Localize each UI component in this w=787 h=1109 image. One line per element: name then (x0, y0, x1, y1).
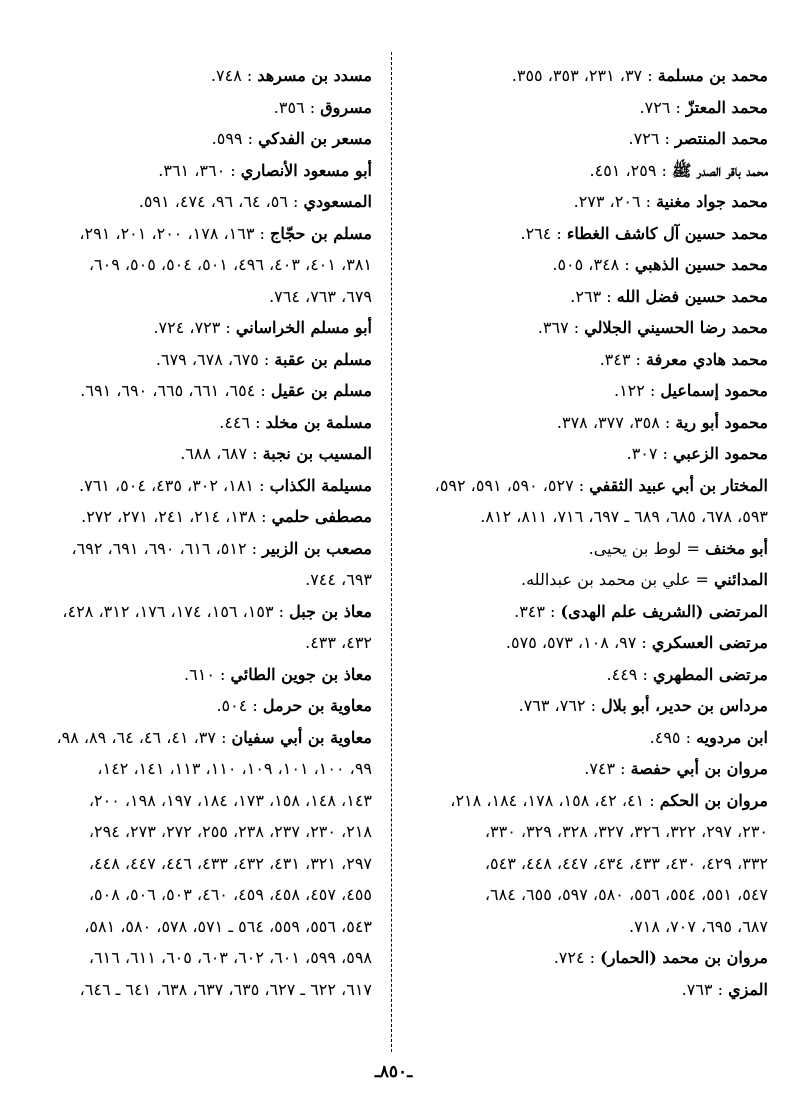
entry-pages: ٢١٨، ٢٣٠، ٢٣٧، ٢٣٨، ٢٥٥، ٢٧٢، ٢٧٣، ٢٩٤، (88, 822, 372, 841)
entry-name: أبو مخنف (704, 538, 768, 558)
entry-pages: : ٧٦٣. (681, 979, 729, 999)
entry-name: محمود الزعبي (673, 444, 768, 463)
entry-pages: : ٣٦٠، ٣٦١. (158, 160, 241, 180)
entry-name: المسيب بن نجبة (262, 444, 372, 463)
entry-name: مسعر بن الفدكي (258, 129, 372, 148)
entry-name: محمد جواد مغنية (656, 192, 768, 211)
index-entry (412, 974, 768, 1006)
index-entry (412, 92, 768, 124)
index-entry (412, 816, 768, 848)
index-entry (412, 911, 768, 943)
entry-name: محمد رضا الحسيني الجلالي (584, 318, 768, 337)
index-entry (412, 407, 768, 439)
entry-pages: : ٣٠٧. (626, 444, 674, 463)
entry-pages: : ٣٥٦. (273, 97, 321, 117)
entry-name: مسلم بن حجّاج (270, 223, 372, 243)
entry-pages: ٤٥٥، ٤٥٧، ٤٥٨، ٤٥٩، ٤٦٠، ٥٠٣، ٥٠٦، ٥٠٨، (88, 885, 372, 904)
index-entry (16, 186, 372, 218)
index-entry (16, 218, 372, 250)
entry-name: مروان بن محمد (الحمار) (600, 948, 768, 967)
entry-name: مروان بن أبي حفصة (630, 759, 768, 778)
entry-pages: : ٢٦٣. (570, 286, 617, 306)
entry-pages: ٤٣٢، ٤٣٣. (305, 633, 372, 652)
entry-pages: = علي بن محمد بن عبدالله. (521, 570, 714, 589)
entry-pages: : ٢٦٤. (520, 223, 567, 243)
entry-pages: : ٥٠٤. (216, 696, 263, 715)
entry-pages: ٦٩٣، ٧٤٤. (305, 570, 372, 589)
entry-pages: : ٧٢٤. (553, 948, 601, 967)
entry-pages: : ٣٧، ٢٣١، ٣٥٣، ٣٥٥. (511, 66, 658, 85)
index-entry (16, 785, 372, 817)
entry-name: محمود أبو رية (675, 412, 768, 432)
entry-pages: ٩٩، ١٠٠، ١٠١، ١٠٩، ١١٠، ١١٣، ١٤١، ١٤٢، (97, 759, 372, 778)
entry-pages: ٢٣٠، ٢٩٧، ٣٢٢، ٣٢٦، ٣٢٧، ٣٢٨، ٣٢٩، ٣٣٠، (484, 822, 768, 841)
entry-pages: : ٦٨٧، ٦٨٨. (180, 444, 263, 463)
entry-pages: : ١٢٢. (613, 381, 661, 400)
entry-pages: : ٦٧٥، ٦٧٨، ٦٧٩. (155, 349, 275, 369)
entry-name: محمد هادي معرفة (646, 349, 768, 369)
entry-name: أبو مسلم الخراساني (235, 318, 372, 337)
index-entry (412, 218, 768, 250)
entry-pages: = لوط بن يحيى. (588, 538, 705, 558)
entry-name: مرتضى المطهري (652, 664, 768, 684)
entry-name: مروان بن الحكم (659, 790, 768, 810)
entry-pages: : ٤٤٦. (219, 412, 266, 432)
index-entry (16, 438, 372, 470)
index-entry (16, 816, 372, 848)
entry-name: مرداس بن حدير، أبو بلال (601, 696, 768, 715)
index-entry (16, 533, 372, 565)
entry-pages: : ٣٦٧. (537, 318, 585, 337)
index-entry (16, 722, 372, 754)
index-entry (412, 690, 768, 722)
entry-pages: : ٣٥٨، ٣٧٧، ٣٧٨. (556, 412, 676, 432)
index-entry (16, 974, 372, 1006)
entry-name: مسدد بن مسرهد (257, 66, 372, 85)
index-column-left (16, 60, 372, 1005)
index-entry (16, 627, 372, 659)
index-entry (16, 879, 372, 911)
entry-pages: ٦٨٧، ٦٩٥، ٧٠٧، ٧١٨. (629, 916, 768, 936)
entry-pages: : ٤١، ٤٢، ١٥٨، ١٧٨، ١٨٤، ٢١٨، (450, 790, 660, 810)
entry-pages: ٦١٧، ٦٢٢ ـ ٦٢٧، ٦٣٥، ٦٣٧، ٦٣٨، ٦٤١ ـ ٦٤٦، (79, 979, 372, 999)
index-entry (412, 375, 768, 407)
index-entry (412, 942, 768, 974)
index-column-right (412, 60, 768, 1005)
entry-pages: : ٦١٠. (184, 664, 231, 684)
entry-name: محمد باقر الصدر ﷺ (671, 160, 768, 180)
entry-pages: ٥٩٨، ٥٩٩، ٦٠١، ٦٠٢، ٦٠٣، ٦٠٥، ٦١١، ٦١٦، (88, 948, 372, 967)
index-entry (16, 312, 372, 344)
index-entry (412, 438, 768, 470)
entry-pages: : ٥٩٩. (211, 129, 259, 148)
page-number: ـ٨٥٠ـ (374, 1062, 413, 1082)
entry-name: محمد حسين آل كاشف الغطاء (566, 223, 768, 243)
index-entry (16, 92, 372, 124)
entry-pages: ٥٤٧، ٥٥١، ٥٥٤، ٥٥٦، ٥٨٠، ٥٩٧، ٦٥٥، ٦٨٤، (484, 885, 768, 904)
entry-pages: : ٦٥٤، ٦٦١، ٦٦٥، ٦٩٠، ٦٩١. (80, 381, 271, 400)
index-entry (412, 596, 768, 628)
entry-name: مرتضى العسكري (651, 633, 768, 652)
index-entry (16, 123, 372, 155)
index-entry (16, 344, 372, 376)
entry-name: ابن مردويه (696, 727, 768, 747)
entry-name: معاذ بن جوين الطائي (230, 664, 372, 684)
entry-name: مسلم بن عقبة (274, 349, 372, 369)
entry-pages: : ٢٥٩، ٤٥١. (589, 160, 672, 180)
entry-name: المختار بن أبي عبيد الثقفي (589, 475, 768, 495)
index-entry (412, 470, 768, 502)
entry-pages: : ٧٢٦. (639, 97, 686, 117)
entry-pages: : ١٦٣، ١٧٨، ٢٠٠، ٢٠١، ٢٩١، (79, 223, 271, 243)
entry-name: المدائني (713, 570, 768, 589)
index-entry (16, 690, 372, 722)
entry-pages: : ٣٤٨، ٥٠٥. (552, 255, 635, 274)
entry-name: محمود إسماعيل (660, 381, 768, 400)
index-entry (412, 879, 768, 911)
index-entry (412, 785, 768, 817)
entry-name: مسيلمة الكذاب (269, 475, 372, 495)
entry-name: مسروق (320, 97, 372, 117)
entry-pages: : ٥٦، ٦٤، ٩٦، ٤٧٤، ٥٩١. (138, 192, 304, 211)
entry-pages: : ٧٦٢، ٧٦٣. (518, 696, 602, 715)
index-entry (16, 501, 372, 533)
index-entry (16, 564, 372, 596)
entry-pages: : ٧٢٣، ٧٢٤. (153, 318, 236, 337)
index-entry (412, 533, 768, 565)
entry-name: مصعب بن الزبير (262, 538, 372, 558)
entry-name: معاذ بن جبل (289, 601, 372, 621)
entry-pages: ٣٨١، ٤٠١، ٤٠٣، ٤٩٦، ٥٠١، ٥٠٤، ٥٠٥، ٦٠٩، (88, 255, 372, 274)
entry-pages: ١٤٣، ١٤٨، ١٥٨، ١٧٣، ١٨٤، ١٩٧، ١٩٨، ٢٠٠، (88, 790, 372, 810)
entry-name: محمد المنتصر (674, 129, 768, 148)
index-entry (412, 249, 768, 281)
entry-pages: : ١٨١، ٣٠٢، ٤٣٥، ٥٠٤، ٧٦١. (79, 475, 270, 495)
index-entry (412, 722, 768, 754)
entry-pages: : ٣٤٣. (514, 601, 561, 621)
index-entry (16, 911, 372, 943)
index-entry (16, 596, 372, 628)
entry-pages: : ٣٧، ٤١، ٤٦، ٦٤، ٨٩، ٩٨، (56, 727, 232, 747)
index-entry (412, 186, 768, 218)
entry-name: معاوية بن حرمل (262, 696, 372, 715)
entry-pages: : ٧٤٨. (210, 66, 258, 85)
entry-pages: : ١٥٣، ١٥٦، ١٧٤، ١٧٦، ٣١٢، ٤٢٨، (62, 601, 290, 621)
entry-name: محمد المعتزّ (685, 97, 768, 117)
entry-pages: : ١٣٨، ٢١٤، ٢٤١، ٢٧١، ٢٧٢. (81, 507, 272, 526)
entry-name: مسلم بن عقيل (270, 381, 372, 400)
entry-pages: ٦٧٩، ٧٦٣، ٧٦٤. (269, 286, 372, 306)
index-entry (412, 281, 768, 313)
entry-pages: ٥٤٣، ٥٥٦، ٥٥٩، ٥٦٤ ـ ٥٧١، ٥٧٨، ٥٨٠، ٥٨١، (84, 916, 372, 936)
index-entry (412, 501, 768, 533)
entry-name: مسلمة بن مخلد (265, 412, 372, 432)
index-entry (16, 249, 372, 281)
entry-pages: : ٢٠٦، ٢٧٣. (573, 192, 657, 211)
entry-name: محمد بن مسلمة (657, 66, 768, 85)
index-entry (412, 60, 768, 92)
entry-pages: ٣٣٢، ٤٢٩، ٤٣٠، ٤٣٣، ٤٣٤، ٤٤٧، ٤٤٨، ٥٤٣، (484, 853, 768, 873)
entry-pages: ٢٩٧، ٣٢١، ٤٣١، ٤٣٢، ٤٣٣، ٤٤٦، ٤٤٧، ٤٤٨، (88, 853, 372, 873)
column-divider (391, 52, 392, 1052)
index-entry (16, 470, 372, 502)
index-entry (16, 659, 372, 691)
entry-pages: : ٥١٢، ٦١٦، ٦٩٠، ٦٩١، ٦٩٢، (71, 538, 263, 558)
index-entry (16, 848, 372, 880)
index-entry (412, 848, 768, 880)
index-entry (412, 344, 768, 376)
index-entry (412, 627, 768, 659)
entry-pages: : ٩٧، ١٠٨، ٥٧٣، ٥٧٥. (505, 633, 652, 652)
index-entry (16, 281, 372, 313)
entry-pages: : ٧٢٦. (628, 129, 675, 148)
entry-pages: : ٥٢٧، ٥٩٠، ٥٩١، ٥٩٢، (434, 475, 590, 495)
index-entry (16, 407, 372, 439)
index-entry (412, 659, 768, 691)
index-entry (412, 312, 768, 344)
entry-pages: : ٧٤٣. (584, 759, 631, 778)
entry-name: محمد حسين فضل الله (616, 286, 768, 306)
entry-pages: : ٣٤٣. (599, 349, 646, 369)
index-entry (16, 942, 372, 974)
entry-name: المسعودي (303, 192, 372, 211)
index-entry (16, 375, 372, 407)
entry-pages: ٥٩٣، ٦٧٨، ٦٨٥، ٦٨٩ ـ ٦٩٧، ٧١٦، ٨١١، ٨١٢. (480, 507, 768, 526)
entry-name: المرتضى (الشريف علم الهدى) (560, 601, 768, 621)
entry-name: محمد حسين الذهبي (634, 255, 768, 274)
index-entry (412, 155, 768, 187)
index-entry (412, 753, 768, 785)
entry-name: أبو مسعود الأنصاري (240, 160, 372, 180)
entry-name: المزي (728, 979, 768, 999)
entry-pages: : ٤٤٩. (606, 664, 653, 684)
index-entry (412, 564, 768, 596)
index-entry (412, 123, 768, 155)
entry-name: معاوية بن أبي سفيان (231, 727, 372, 747)
index-entry (16, 155, 372, 187)
entry-name: مصطفى حلمي (271, 507, 372, 526)
index-entry (16, 60, 372, 92)
entry-pages: : ٤٩٥. (649, 727, 697, 747)
index-entry (16, 753, 372, 785)
